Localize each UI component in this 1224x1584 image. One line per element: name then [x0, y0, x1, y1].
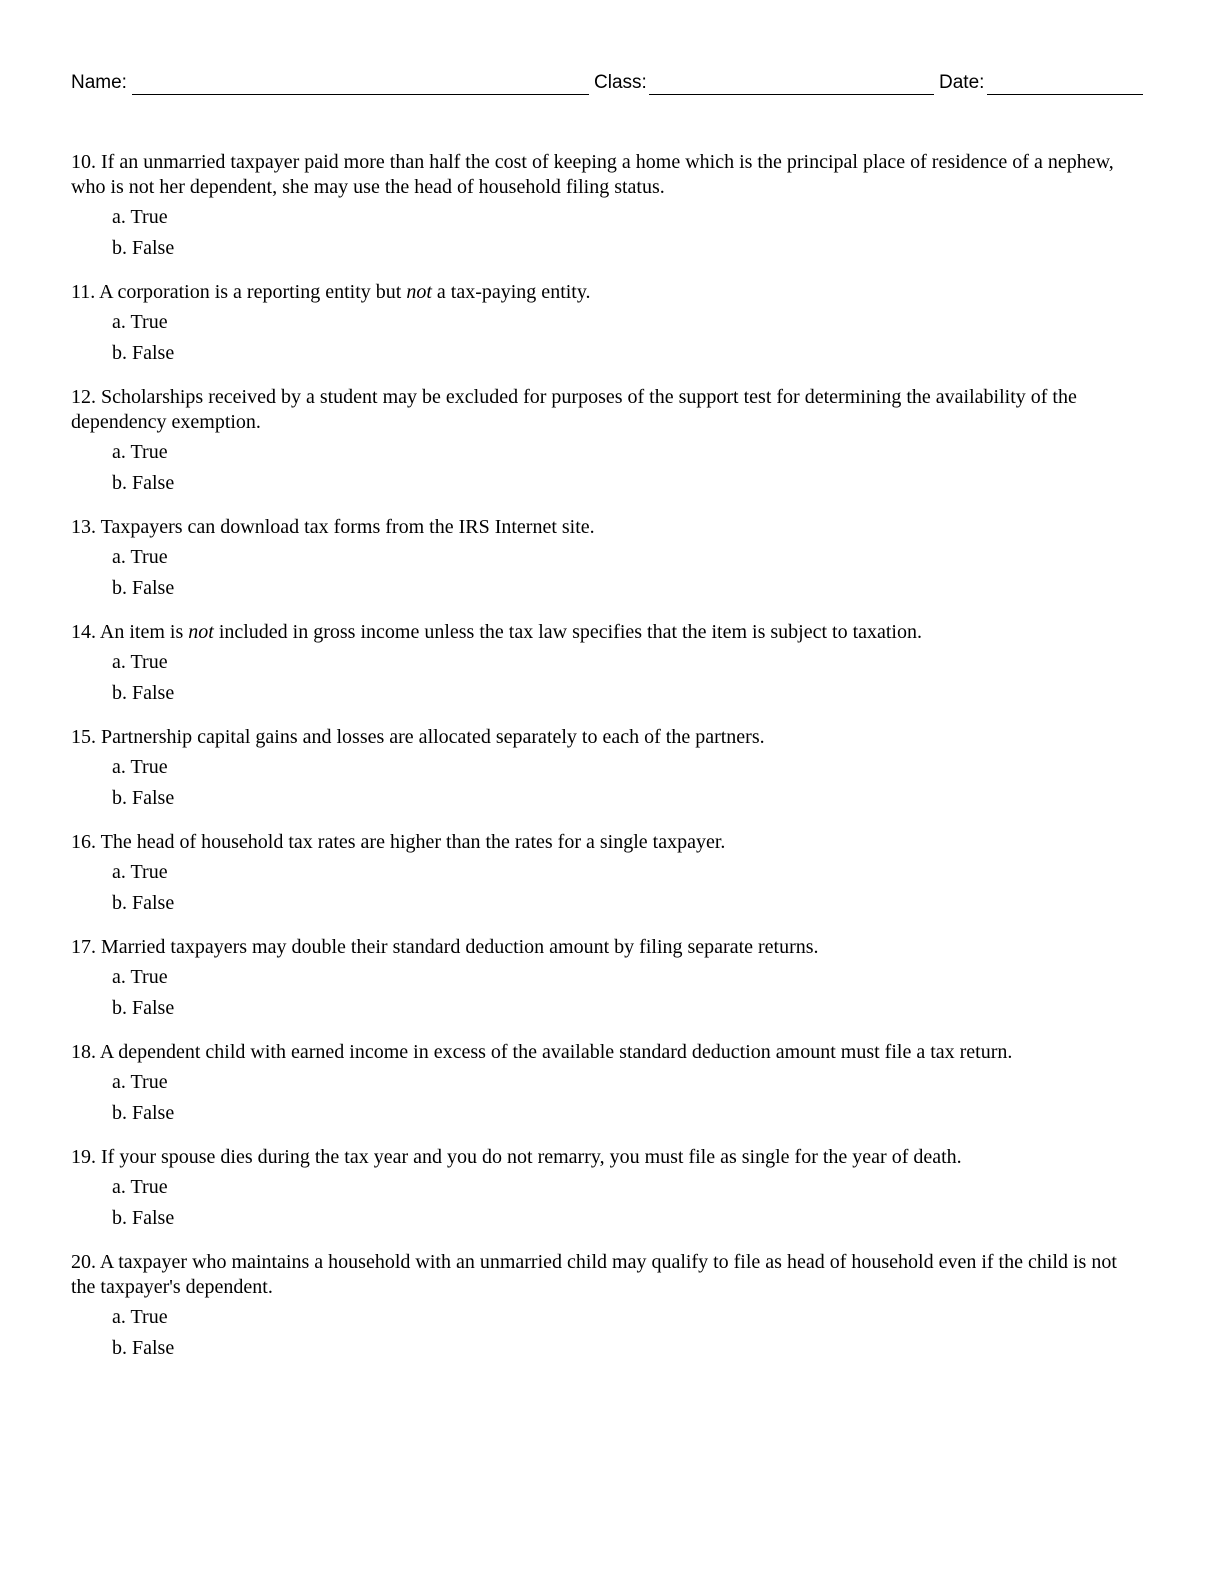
question-item	[71, 725, 1143, 811]
question-number: 17.	[71, 936, 96, 958]
question-text-part: A taxpayer who maintains a household with an unmarried child may qualify to file as head of household even if the child is not the taxpayer's dependent.	[71, 1251, 1117, 1298]
question-item	[71, 620, 1143, 706]
question-item	[71, 830, 1143, 916]
option-false[interactable]: b. False	[112, 682, 175, 704]
question-item	[71, 150, 1143, 261]
option-false[interactable]: b. False	[112, 342, 175, 364]
question-text-part: An item is	[99, 621, 189, 643]
question-item	[71, 1145, 1143, 1231]
question-text-part: Taxpayers can download tax forms from the IRS Internet site.	[100, 516, 595, 538]
question-item	[71, 280, 1143, 366]
emphasis-text: not	[406, 281, 432, 303]
option-true[interactable]: a. True	[112, 966, 168, 988]
question-text	[71, 830, 1143, 855]
class-blank-line[interactable]	[649, 94, 934, 95]
option-true[interactable]: a. True	[112, 1176, 168, 1198]
question-text-part: Married taxpayers may double their standard deduction amount by filing separate returns.	[101, 936, 819, 958]
option-true[interactable]: a. True	[112, 1306, 168, 1328]
question-number: 11.	[71, 281, 96, 303]
question-number: 18.	[71, 1041, 96, 1063]
option-true[interactable]: a. True	[112, 311, 168, 333]
option-false[interactable]: b. False	[112, 787, 175, 809]
option-false[interactable]: b. False	[112, 892, 175, 914]
question-text	[71, 385, 1143, 435]
emphasis-text: not	[188, 621, 214, 643]
question-text-part: If an unmarried taxpayer paid more than half the cost of keeping a home which is the principal place of residence of a nephew, who is not her dependent, she may use the head of household filing status.	[71, 151, 1114, 198]
question-list	[71, 150, 1143, 1380]
question-text	[71, 620, 1143, 645]
question-text-part: Scholarships received by a student may be excluded for purposes of the support test for determining the availability of the dependency exemption.	[71, 386, 1077, 433]
question-number: 19.	[71, 1146, 96, 1168]
question-item	[71, 935, 1143, 1021]
question-number: 15.	[71, 726, 96, 748]
question-item	[71, 515, 1143, 601]
option-false[interactable]: b. False	[112, 577, 175, 599]
option-false[interactable]: b. False	[112, 1337, 175, 1359]
question-text	[71, 150, 1143, 200]
question-item	[71, 1250, 1143, 1361]
question-text	[71, 1250, 1143, 1300]
date-label: Date:	[939, 72, 985, 93]
question-text	[71, 725, 1143, 750]
question-number: 13.	[71, 516, 96, 538]
name-label: Name:	[71, 72, 127, 93]
question-text-part: A dependent child with earned income in excess of the available standard deduction amount must file a tax return.	[99, 1041, 1013, 1063]
option-false[interactable]: b. False	[112, 472, 175, 494]
question-number: 20.	[71, 1251, 96, 1273]
name-blank-line[interactable]	[132, 94, 589, 95]
option-false[interactable]: b. False	[112, 1207, 175, 1229]
question-number: 16.	[71, 831, 96, 853]
question-number: 10.	[71, 151, 96, 173]
question-item	[71, 1040, 1143, 1126]
option-true[interactable]: a. True	[112, 861, 168, 883]
question-text-part: included in gross income unless the tax law specifies that the item is subject to taxation.	[213, 621, 922, 643]
question-text-part: The head of household tax rates are higher than the rates for a single taxpayer.	[100, 831, 726, 853]
question-text	[71, 280, 1143, 305]
question-text-part: If your spouse dies during the tax year and you do not remarry, you must file as single for the year of death.	[101, 1146, 962, 1168]
question-text	[71, 935, 1143, 960]
option-true[interactable]: a. True	[112, 206, 168, 228]
option-false[interactable]: b. False	[112, 997, 175, 1019]
option-true[interactable]: a. True	[112, 756, 168, 778]
question-text-part: Partnership capital gains and losses are allocated separately to each of the partners.	[101, 726, 765, 748]
question-item	[71, 385, 1143, 496]
option-true[interactable]: a. True	[112, 651, 168, 673]
question-text	[71, 1040, 1143, 1065]
question-text-part: A corporation is a reporting entity but	[99, 281, 407, 303]
option-false[interactable]: b. False	[112, 237, 175, 259]
option-true[interactable]: a. True	[112, 546, 168, 568]
date-blank-line[interactable]	[987, 94, 1143, 95]
question-text	[71, 515, 1143, 540]
option-true[interactable]: a. True	[112, 441, 168, 463]
class-label: Class:	[594, 72, 647, 93]
question-text	[71, 1145, 1143, 1170]
option-false[interactable]: b. False	[112, 1102, 175, 1124]
option-true[interactable]: a. True	[112, 1071, 168, 1093]
question-number: 14.	[71, 621, 96, 643]
question-text-part: a tax-paying entity.	[431, 281, 591, 303]
worksheet-header	[71, 70, 1143, 100]
question-number: 12.	[71, 386, 96, 408]
